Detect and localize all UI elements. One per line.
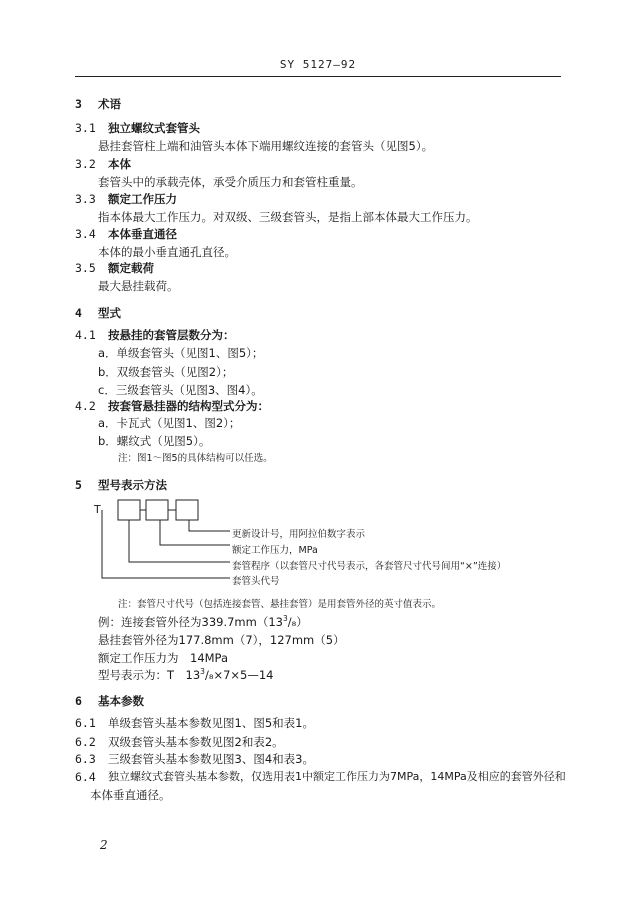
clause-3-1-title: 独立螺纹式套管头 [108, 121, 200, 135]
diagram-label-design-number: 更新设计号，用阿拉伯数字表示 [232, 529, 366, 540]
list-item: b．双级套管头（见图2）； [98, 365, 234, 379]
clause-3-2-title: 本体 [108, 157, 131, 171]
list-item: a．卡瓦式（见图1、图2）； [98, 416, 241, 430]
section-5-note: 注：套管尺寸代号（包括连接套管、悬挂套管）是用套管外径的英寸值表示。 [118, 599, 442, 610]
clause-3-5-title: 额定载荷 [108, 261, 154, 275]
code-box-2 [146, 500, 168, 520]
leader-line-3 [129, 520, 230, 562]
clause-4-1-title: 按悬挂的套管层数分为： [108, 328, 235, 342]
page-number: 2 [100, 838, 108, 852]
clause-3-4-body: 本体的最小垂直通孔直径。 [98, 245, 236, 259]
leader-line-1 [189, 520, 230, 531]
example-line-3: 额定工作压力为 14MPa [98, 651, 229, 665]
standard-code-header: SY 5127—92 [279, 58, 357, 71]
list-item: b．螺纹式（见图5）。 [98, 434, 211, 448]
section-4-number: 4 [75, 306, 82, 320]
clause-6-3-text: 三级套管头基本参数见图3、图4和表3。 [108, 752, 314, 766]
clause-3-3-number: 3.3 [75, 192, 96, 206]
clause-6-1-text: 单级套管头基本参数见图1、图5和表1。 [108, 716, 314, 730]
clause-6-1-number: 6.1 [75, 716, 96, 730]
clause-6-3-number: 6.3 [75, 752, 96, 766]
model-prefix-letter: T [94, 503, 101, 516]
clause-4-1-number: 4.1 [75, 328, 96, 342]
section-5-number: 5 [75, 478, 82, 492]
clause-3-5-number: 3.5 [75, 261, 96, 275]
code-box-1 [118, 500, 140, 520]
example-line-4: 型号表示为：T $13^3/_8\times 7\times 5—14$ [98, 667, 274, 682]
diagram-label-head-code: 套管头代号 [232, 576, 280, 587]
list-item: c．三级套管头（见图3、图4）。 [98, 383, 263, 397]
clause-3-1-number: 3.1 [75, 121, 96, 135]
section-4-title: 型式 [98, 306, 121, 320]
clause-6-2-number: 6.2 [75, 735, 96, 749]
diagram-label-casing-program: 套管程序（以套管尺寸代号表示，各套管尺寸代号间用“×”连接） [232, 561, 507, 572]
diagram-label-pressure: 额定工作压力，MPa [232, 545, 318, 556]
clause-3-1-body: 悬挂套管柱上端和油管头本体下端用螺纹连接的套管头（见图5）。 [98, 139, 434, 153]
clause-6-4-number: 6.4 [75, 770, 96, 784]
section-4-note: 注：图1～图5的具体结构可以任选。 [118, 453, 273, 464]
clause-3-4-number: 3.4 [75, 227, 96, 241]
leader-line-2 [160, 520, 230, 545]
section-6-number: 6 [75, 694, 82, 708]
example-line-2: 悬挂套管外径为177.8mm（7），127mm（5） [98, 633, 345, 647]
clause-6-4-text-continued: 本体垂直通径。 [90, 788, 171, 802]
header-rule [75, 76, 561, 77]
clause-3-4-title: 本体垂直通径 [108, 227, 177, 241]
clause-4-2-number: 4.2 [75, 399, 96, 413]
clause-3-3-body: 指本体最大工作压力。对双级、三级套管头，是指上部本体最大工作压力。 [98, 210, 478, 224]
clause-6-2-text: 双级套管头基本参数见图2和表2。 [108, 735, 284, 749]
code-box-3 [176, 500, 198, 520]
section-6-title: 基本参数 [98, 694, 144, 708]
clause-4-2-title: 按套管悬挂器的结构型式分为： [108, 399, 269, 413]
clause-3-3-title: 额定工作压力 [108, 192, 177, 206]
clause-3-2-body: 套管头中的承载壳体，承受介质压力和套管柱重量。 [98, 175, 363, 189]
list-item: a．单级套管头（见图1、图5）； [98, 346, 264, 360]
clause-3-5-body: 最大悬挂载荷。 [98, 279, 179, 293]
section-5-title: 型号表示方法 [98, 478, 167, 492]
section-3-number: 3 [75, 97, 82, 111]
example-line-1: 例：连接套管外径为$339.7mm(13^3/_8)$ [98, 614, 308, 629]
section-3-title: 术语 [98, 97, 121, 111]
clause-6-4-text: 独立螺纹式套管头基本参数，仅选用表1中额定工作压力为7MPa，14MPa及相应的套管外径和 [108, 770, 566, 783]
clause-3-2-number: 3.2 [75, 157, 96, 171]
